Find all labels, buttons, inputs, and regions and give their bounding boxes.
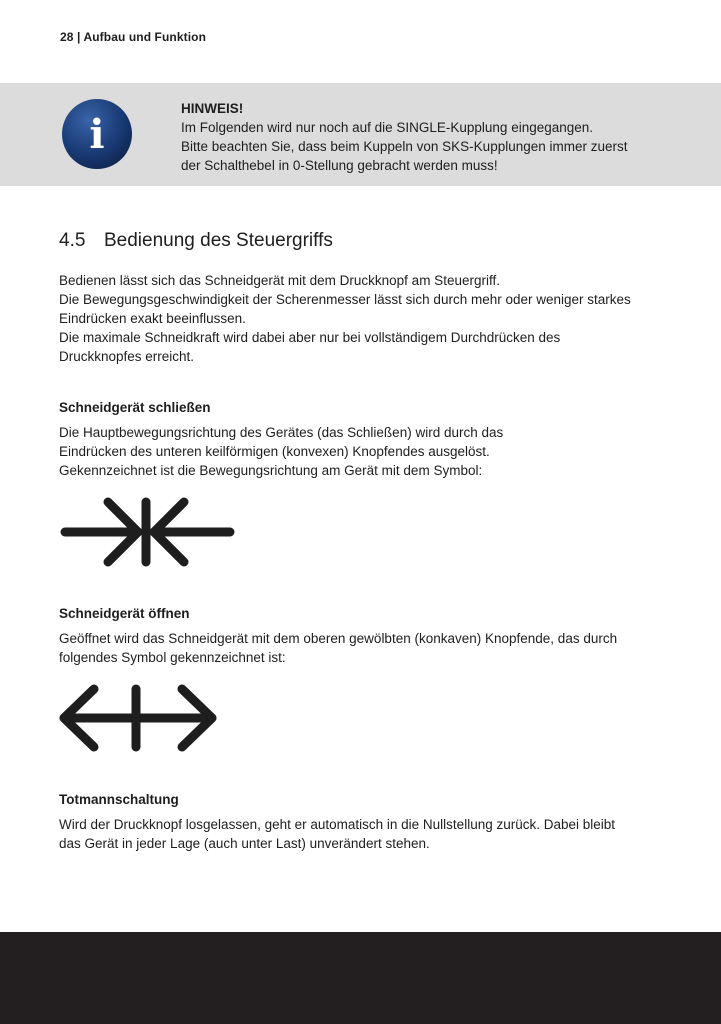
open-arrows-icon [56, 683, 221, 753]
notice-box [0, 83, 721, 186]
paragraph-line: Gekennzeichnet ist die Bewegungsrichtung am Gerät mit dem Symbol: [59, 463, 483, 478]
notice-line: der Schalthebel in 0-Stellung gebracht werden muss! [181, 158, 498, 173]
paragraph-line: Die Bewegungsgeschwindigkeit der Scherenmesser lässt sich durch mehr oder weniger starkes [59, 292, 631, 307]
paragraph-line: Die maximale Schneidkraft wird dabei aber nur bei vollständigem Durchdrücken des [59, 330, 561, 345]
notice-text [181, 99, 681, 175]
info-icon [61, 98, 133, 170]
close-paragraph [59, 423, 659, 480]
section-title [59, 230, 333, 252]
open-heading: Schneidgerät öffnen [59, 606, 190, 621]
notice-title: HINWEIS! [181, 101, 244, 116]
notice-line: Im Folgenden wird nur noch auf die SINGLE-Kupplung eingegangen. [181, 120, 594, 135]
paragraph-line: folgendes Symbol gekennzeichnet ist: [59, 650, 286, 665]
close-arrows-icon [58, 496, 238, 568]
section-number: 4.5 [59, 230, 86, 251]
paragraph-line: Druckknopfes erreicht. [59, 349, 195, 364]
chapter-title: Aufbau und Funktion [83, 30, 207, 44]
page-number: 28 [60, 30, 74, 44]
notice-line: Bitte beachten Sie, dass beim Kuppeln von SKS-Kupplungen immer zuerst [181, 139, 628, 154]
paragraph-line: Eindrücken exakt beeinflussen. [59, 311, 246, 326]
section-title-text: Bedienung des Steuergriffs [104, 230, 333, 251]
page-header [60, 30, 206, 44]
paragraph-line: Die Hauptbewegungsrichtung des Gerätes (das Schließen) wird durch das [59, 425, 504, 440]
info-icon-letter: i [89, 111, 105, 158]
header-separator: | [77, 30, 81, 44]
paragraph-line: Wird der Druckknopf losgelassen, geht er automatisch in die Nullstellung zurück. Dabei bleibt [59, 817, 616, 832]
paragraph-line: Geöffnet wird das Schneidgerät mit dem oberen gewölbten (konkaven) Knopfende, das durch [59, 631, 618, 646]
deadman-heading: Totmannschaltung [59, 792, 179, 807]
close-heading: Schneidgerät schließen [59, 400, 211, 415]
intro-paragraph [59, 271, 659, 366]
deadman-paragraph [59, 815, 659, 853]
open-paragraph [59, 629, 659, 667]
paragraph-line: das Gerät in jeder Lage (auch unter Last) unverändert stehen. [59, 836, 430, 851]
paragraph-line: Eindrücken des unteren keilförmigen (konvexen) Knopfendes ausgelöst. [59, 444, 490, 459]
paragraph-line: Bedienen lässt sich das Schneidgerät mit dem Druckknopf am Steuergriff. [59, 273, 500, 288]
footer-bar [0, 932, 721, 1024]
